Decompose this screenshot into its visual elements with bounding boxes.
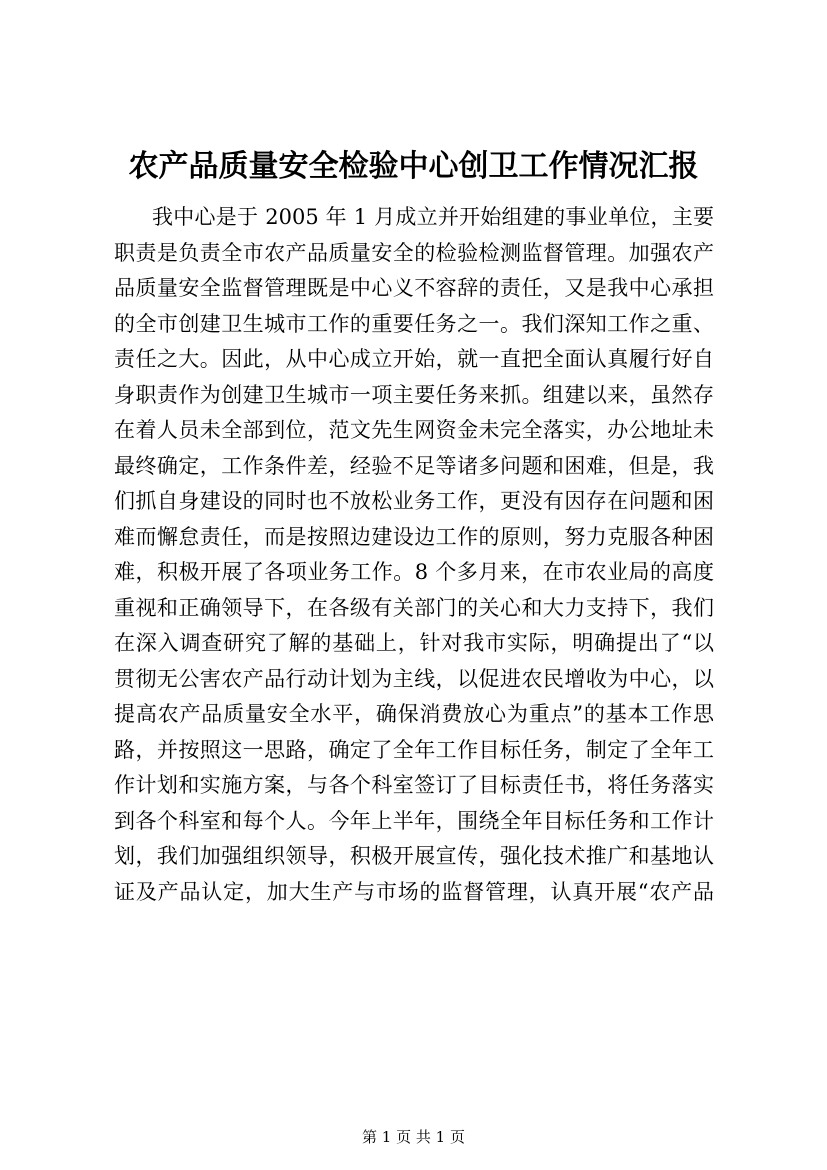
document-title: 农产品质量安全检验中心创卫工作情况汇报 bbox=[128, 149, 699, 184]
body-line: 重视和正确领导下，在各级有关部门的关心和大力支持下，我们 bbox=[114, 595, 714, 620]
body-line: 在深入调查研究了解的基础上，针对我市实际，明确提出了“以 bbox=[114, 631, 714, 655]
body-line: 的全市创建卫生城市工作的重要任务之一。我们深知工作之重、 bbox=[114, 311, 714, 336]
body-line: 我中心是于 2005 年 1 月成立并开始组建的事业单位，主要 bbox=[152, 205, 714, 229]
body-line: 提高农产品质量安全水平，确保消费放心为重点”的基本工作思 bbox=[114, 702, 714, 726]
body-line: 证及产品认定，加大生产与市场的监督管理，认真开展“农产品 bbox=[114, 879, 714, 904]
body-line: 难，积极开展了各项业务工作。8 个多月来，在市农业局的高度 bbox=[114, 560, 714, 584]
body-line: 划，我们加强组织领导，积极开展宣传，强化技术推广和基地认 bbox=[114, 844, 714, 868]
page-footer: 第 1 页 共 1 页 bbox=[362, 1128, 465, 1146]
body-line: 身职责作为创建卫生城市一项主要任务来抓。组建以来，虽然存 bbox=[114, 382, 714, 407]
document-body bbox=[114, 200, 714, 910]
body-line: 最终确定，工作条件差，经验不足等诸多问题和困难，但是，我 bbox=[114, 453, 714, 478]
body-line: 品质量安全监督管理既是中心义不容辞的责任，又是我中心承担 bbox=[114, 276, 714, 300]
body-line: 在着人员未全部到位，范文先生网资金未完全落实，办公地址未 bbox=[114, 418, 714, 442]
body-line: 们抓自身建设的同时也不放松业务工作，更没有因存在问题和困 bbox=[114, 489, 714, 513]
body-line: 贯彻无公害农产品行动计划为主线，以促进农民增收为中心，以 bbox=[114, 666, 714, 691]
body-line: 作计划和实施方案，与各个科室签订了目标责任书，将任务落实 bbox=[114, 773, 714, 797]
body-line: 难而懈怠责任，而是按照边建设边工作的原则，努力克服各种困 bbox=[114, 524, 714, 549]
body-line: 路，并按照这一思路，确定了全年工作目标任务，制定了全年工 bbox=[114, 737, 714, 762]
body-line: 职责是负责全市农产品质量安全的检验检测监督管理。加强农产 bbox=[114, 240, 714, 265]
body-line: 到各个科室和每个人。今年上半年，围绕全年目标任务和工作计 bbox=[114, 808, 714, 833]
body-line: 责任之大。因此，从中心成立开始，就一直把全面认真履行好自 bbox=[114, 347, 714, 371]
